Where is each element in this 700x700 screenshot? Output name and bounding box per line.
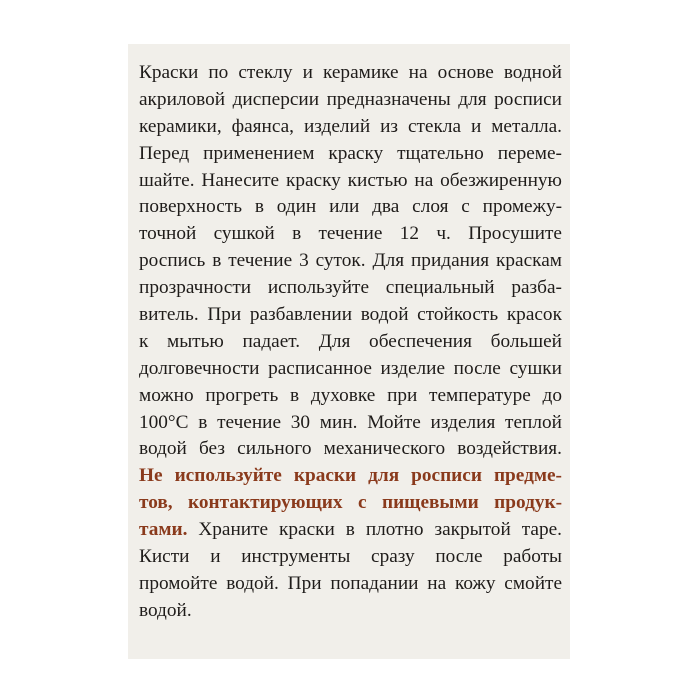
text-word: водной [503,62,562,83]
text-word: 12 [399,223,420,245]
text-word: прозрачности [139,277,252,299]
text-word: для [368,465,400,487]
text-word: падает. [242,330,301,352]
text-word: сильного [237,438,312,460]
text-word: механического [323,438,446,460]
text-word: разба- [511,277,562,299]
text-word: после [435,546,483,568]
text-word: изделие [380,357,445,379]
text-word: витель. [139,304,199,326]
text-line [139,221,562,248]
text-word: роспись [139,250,206,272]
text-line [139,114,562,141]
text-word: предме- [493,465,562,487]
text-line [139,248,562,275]
text-word: Для [318,330,351,352]
text-word: При [287,572,322,594]
text-line [139,302,562,329]
text-word: Просушите [468,223,562,245]
text-word: ч. [436,223,451,245]
text-word: суток. [315,250,366,272]
text-word: долговечности [139,357,260,379]
text-word: краски [279,519,335,541]
text-word: и [470,115,482,137]
text-word: большей [490,330,562,352]
text-word: на [427,572,447,594]
text-word: придания [410,250,490,272]
text-word: стеклу [238,62,293,83]
text-line [139,517,562,544]
text-word: Краски [139,62,199,83]
text-word: сушки [509,357,562,379]
text-word: контактирующих [188,492,343,514]
text-word: к [139,330,149,352]
text-word: в [345,519,355,541]
text-word: пищевыми [381,492,479,514]
text-word: изделий [303,115,371,137]
text-word: специальный [385,277,495,299]
text-word: водой [139,438,187,460]
text-line [139,598,562,625]
text-word: на [408,62,428,83]
text-word: попадании [330,572,419,594]
text-word: дисперсии [232,88,320,110]
text-word: обезжиренную [440,169,562,191]
text-line [139,571,562,598]
text-word: после [453,357,501,379]
text-word: два [372,196,400,218]
text-word: таре. [521,519,562,541]
text-word: сразу [371,546,415,568]
text-word: инструменты [241,546,351,568]
text-word: стойкость [417,304,499,326]
text-word: керамики, [139,115,222,137]
text-word: шайте. [139,169,195,191]
text-word: кистью [347,169,408,191]
text-word: росписи [411,465,482,487]
text-word: используйте [174,465,282,487]
text-line [139,383,562,410]
text-word: поверхность [139,196,243,218]
text-word: краску [328,142,384,164]
text-word: в [212,250,222,272]
text-word: применением [203,142,315,164]
text-line [139,463,562,490]
text-word: Для [372,250,405,272]
text-word: тщательно [397,142,484,164]
text-word: без [199,438,225,460]
text-word: с [357,492,367,514]
text-word: и [302,62,313,83]
text-word: разбавлении [249,304,353,326]
text-word: акриловой [139,88,226,110]
text-word: используйте [267,277,370,299]
text-word: по [208,62,229,83]
instruction-card [128,44,570,659]
text-word: на [414,169,434,191]
text-word: в [292,223,302,245]
text-line [139,490,562,517]
text-word: кожу [454,572,496,594]
text-word: точной [139,223,197,245]
text-word: течение [318,223,383,245]
text-word: основе [437,62,494,83]
text-word: фаянса, [231,115,295,137]
text-word: прогреть [205,384,279,406]
text-word: 3 [299,250,309,272]
text-word: для [458,88,487,110]
text-line [139,60,562,87]
text-word: плотно [365,519,424,541]
text-word: водой. [139,599,192,621]
text-word: металла. [491,115,562,137]
text-word: Не [139,465,163,487]
text-word: промежу- [482,196,562,218]
text-word: в [290,384,300,406]
text-word: с [461,196,470,218]
text-line [139,329,562,356]
text-word: течение [217,411,282,433]
text-word: красок [506,304,562,326]
text-line [139,194,562,221]
text-word: течение [228,250,293,272]
text-word: Нанесите [201,169,280,191]
text-word: промойте [139,572,218,594]
text-word: Храните [198,519,269,541]
text-line [139,275,562,302]
text-word: тов, [139,492,173,514]
text-word: в [254,196,264,218]
text-word: один [276,196,317,218]
text-word: можно [139,384,194,406]
text-word: керамике [322,62,399,83]
text-word: до [542,384,562,406]
text-word: температуре [429,384,531,406]
text-word: расписанное [268,357,372,379]
text-word: из [380,115,399,137]
text-word: смойте [504,572,562,594]
text-line [139,356,562,383]
text-line [139,410,562,437]
text-word: Кисти [139,546,190,568]
text-line [139,544,562,571]
text-word: закрытой [434,519,511,541]
text-word: в [198,411,208,433]
text-word: воздействия. [457,438,562,460]
text-word: тами. [139,519,188,541]
text-word: слоя [412,196,449,218]
text-word: переме- [497,142,562,164]
text-word: краску [285,169,341,191]
text-word: обеспечения [369,330,472,352]
text-word: водой [360,304,409,326]
text-word: при [387,384,418,406]
text-word: стекла [407,115,462,137]
text-word: духовке [310,384,376,406]
text-word: водой. [226,572,279,594]
text-word: Мойте [367,411,421,433]
text-word: 100°С [139,411,189,433]
text-line [139,168,562,195]
text-word: краскам [496,250,562,272]
text-word: Перед [139,142,190,164]
text-word: мытью [167,330,224,352]
text-word: работы [503,546,562,568]
text-word: и [210,546,221,568]
text-line [139,436,562,463]
text-word: сушкой [213,223,275,245]
text-word: краски [293,465,357,487]
text-word: 30 [290,411,311,433]
text-word: предназначены [326,88,451,110]
text-word: мин. [319,411,358,433]
text-word: продук- [494,492,562,514]
text-word: При [207,304,242,326]
text-word: теплой [505,411,562,433]
text-word: росписи [494,88,562,110]
instruction-text [139,60,562,625]
text-word: или [329,196,360,218]
text-word: изделия [430,411,496,433]
text-line [139,87,562,114]
text-line [139,141,562,168]
